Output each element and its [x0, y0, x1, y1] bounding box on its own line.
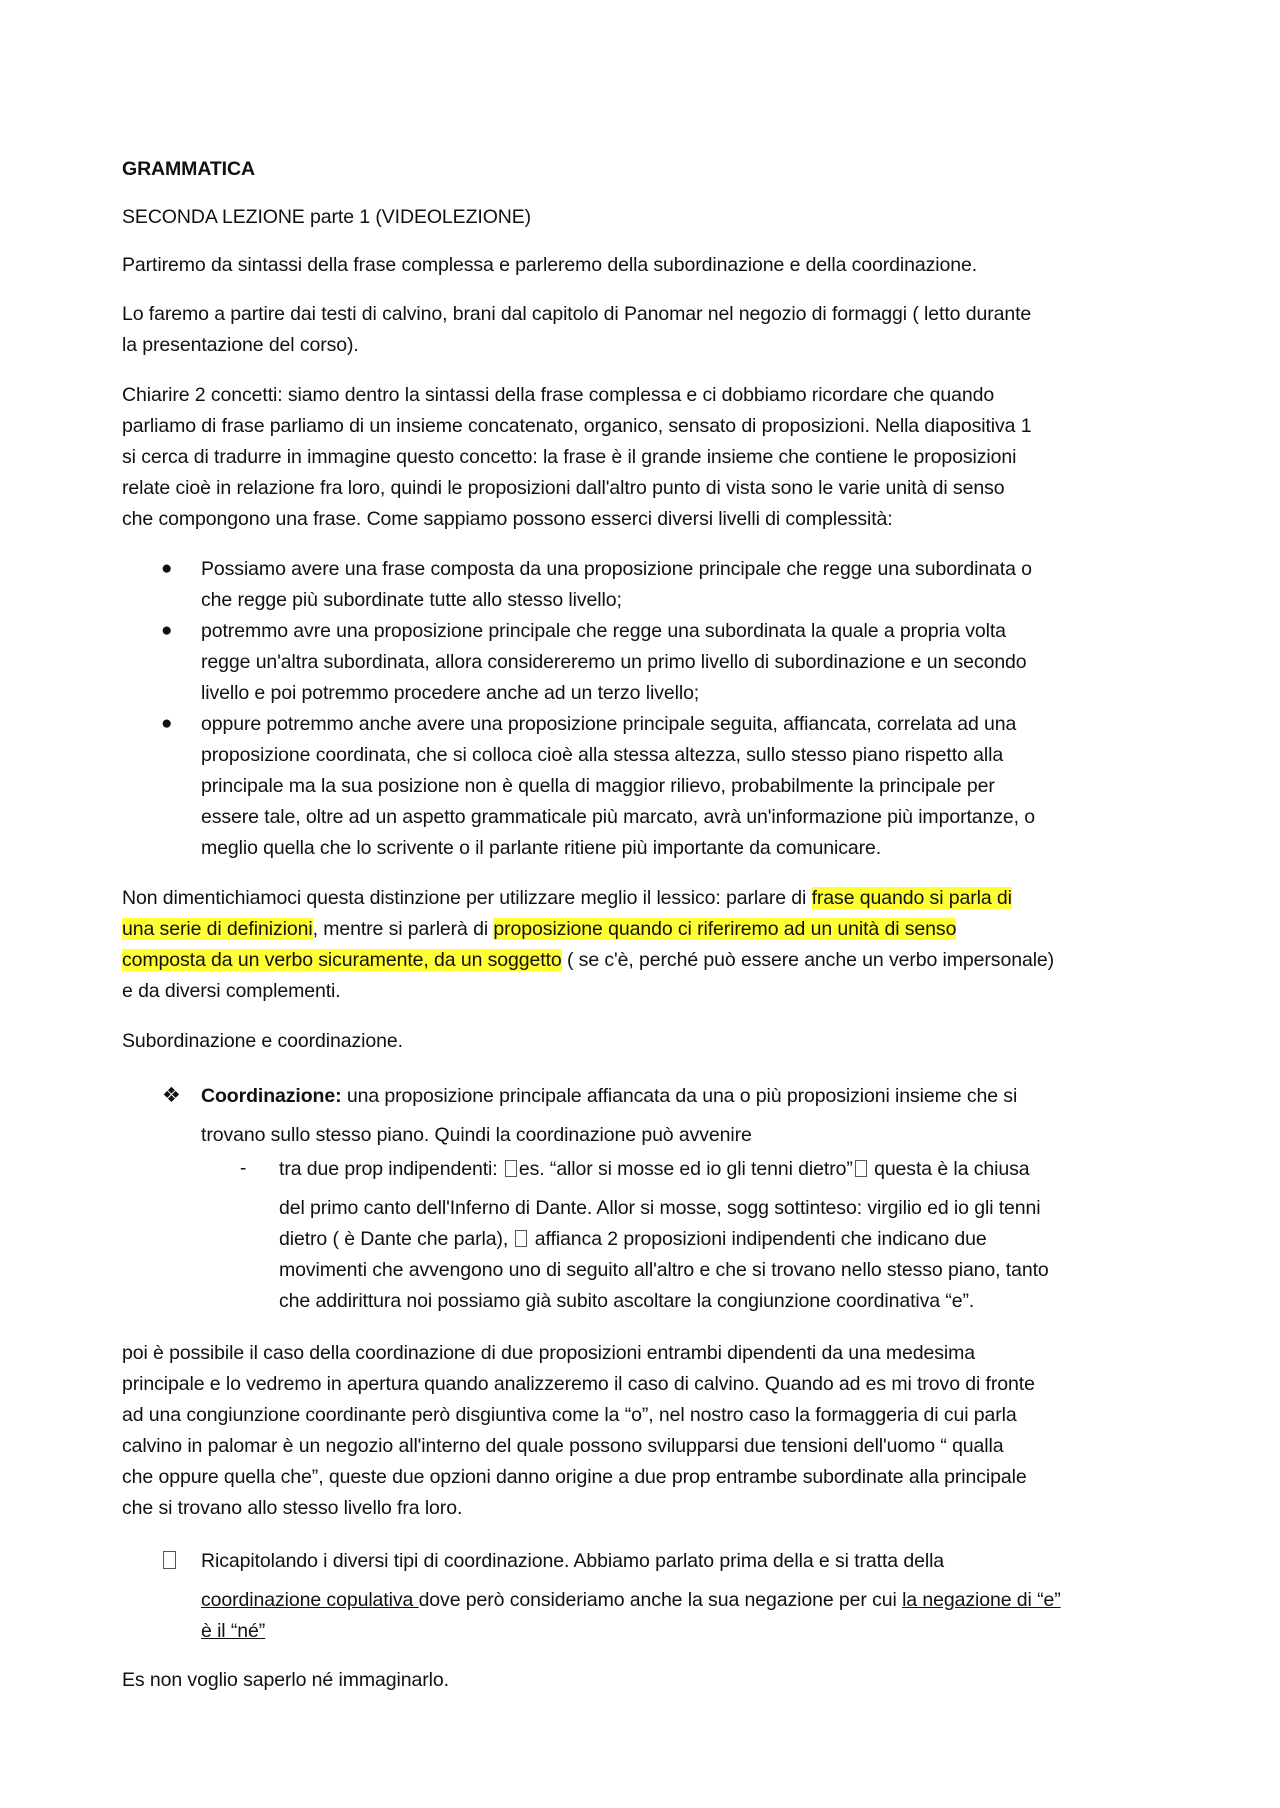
paragraph-line: [122, 886, 1012, 910]
paragraph-line: relate cioè in relazione fra loro, quindi le proposizioni dall'altro punto di vista sono le varie unità di senso: [122, 477, 1005, 499]
text-run: , mentre si parlerà di: [312, 918, 494, 940]
highlighted-text: una serie di definizioni: [122, 918, 313, 940]
paragraph-line: parliamo di frase parliamo di un insieme concatenato, organico, sensato di proposizioni. Nella diapositiva 1: [122, 415, 1032, 437]
bullet-dot: ●: [161, 558, 173, 579]
paragraph-line: che compongono una frase. Come sappiamo possono esserci diversi livelli di complessità:: [122, 508, 893, 530]
bullet-line: che regge più subordinate tutte allo stesso livello;: [201, 589, 622, 611]
bullet-line: regge un'altra subordinata, allora considereremo un primo livello di subordinazione e un secondo: [201, 651, 1027, 673]
section-heading: Subordinazione e coordinazione.: [122, 1030, 403, 1052]
text-run: Non dimentichiamoci questa distinzione per utilizzare meglio il lessico: parlare di: [122, 887, 812, 909]
paragraph-line: calvino in palomar è un negozio all'interno del quale possono svilupparsi due tensioni dell'uomo “ qualla: [122, 1435, 1004, 1457]
bullet-line: potremmo avre una proposizione principale che regge una subordinata la quale a propria volta: [201, 620, 1006, 642]
paragraph-line: e da diversi complementi.: [122, 980, 341, 1002]
text-run: una proposizione principale affiancata da una o più proposizioni insieme che si: [341, 1085, 1018, 1107]
bullet-line: proposizione coordinata, che si colloca cioè alla stessa altezza, sullo stesso piano rispetto alla: [201, 744, 1004, 766]
sublist-line: movimenti che avvengono uno di seguito all'altro e che si trovano nello stesso piano, tanto: [279, 1259, 1049, 1281]
bullet-line: livello e poi potremmo procedere anche ad un terzo livello;: [201, 682, 700, 704]
document-title: GRAMMATICA: [122, 158, 255, 180]
missing-glyph-icon: [855, 1160, 867, 1177]
list-line: [201, 1619, 265, 1643]
text-run: ( se c'è, perché può essere anche un verbo impersonale): [561, 949, 1055, 971]
underlined-text: è il “né”: [201, 1620, 266, 1642]
missing-glyph-bullet-icon: [163, 1551, 176, 1569]
sublist-line: del primo canto dell'Inferno di Dante. Allor si mosse, sogg sottinteso: virgilio ed io gli tenni: [279, 1197, 1041, 1219]
paragraph-intro: Partiremo da sintassi della frase complessa e parleremo della subordinazione e della coordinazione.: [122, 254, 978, 276]
sublist-line: che addirittura noi possiamo già subito ascoltare la congiunzione coordinativa “e”.: [279, 1290, 975, 1312]
bullet-line: oppure potremmo anche avere una proposizione principale seguita, affiancata, correlata ad una: [201, 713, 1017, 735]
dash-bullet: -: [240, 1158, 247, 1179]
bullet-dot: ●: [161, 713, 173, 734]
term-coordinazione: Coordinazione:: [201, 1085, 342, 1107]
missing-glyph-icon: [505, 1160, 517, 1177]
paragraph-line: Lo faremo a partire dai testi di calvino, brani dal capitolo di Panomar nel negozio di formaggi ( letto durante: [122, 303, 1032, 325]
text-run: tra due prop indipendenti:: [279, 1158, 503, 1180]
bullet-line: meglio quella che lo scrivente o il parlante ritiene più importante da comunicare.: [201, 837, 882, 859]
paragraph-line: che oppure quella che”, queste due opzioni danno origine a due prop entrambe subordinate alla principale: [122, 1466, 1027, 1488]
paragraph-line: ad una congiunzione coordinante però disgiuntiva come la “o”, nel nostro caso la formaggeria di cui parla: [122, 1404, 1017, 1426]
paragraph-line: [122, 917, 956, 941]
list-line: [201, 1588, 1061, 1612]
list-line: Ricapitolando i diversi tipi di coordinazione. Abbiamo parlato prima della e si tratta della: [201, 1550, 945, 1572]
paragraph-line: si cerca di tradurre in immagine questo concetto: la frase è il grande insieme che contiene le proposizioni: [122, 446, 1017, 468]
paragraph-line: poi è possibile il caso della coordinazione di due proposizioni entrambi dipendenti da una medesima: [122, 1342, 975, 1364]
underlined-text: coordinazione copulativa: [201, 1589, 419, 1611]
paragraph-line: la presentazione del corso).: [122, 334, 359, 356]
bullet-dot: ●: [161, 620, 173, 641]
text-run: es. “allor si mosse ed io gli tenni dietro”: [518, 1158, 853, 1180]
example-line: Es non voglio saperlo né immaginarlo.: [122, 1669, 449, 1691]
highlighted-text: proposizione quando ci riferiremo ad un unità di senso: [493, 918, 957, 940]
list-line: [201, 1084, 1017, 1108]
paragraph-line: che si trovano allo stesso livello fra loro.: [122, 1497, 463, 1519]
highlighted-text: composta da un verbo sicuramente, da un soggetto: [122, 949, 562, 971]
lesson-subtitle: SECONDA LEZIONE parte 1 (VIDEOLEZIONE): [122, 206, 532, 228]
sublist-line: [279, 1157, 1029, 1181]
bullet-line: Possiamo avere una frase composta da una proposizione principale che regge una subordinata o: [201, 558, 1032, 580]
highlighted-text: frase quando si parla di: [811, 887, 1012, 909]
missing-glyph-icon: [515, 1230, 527, 1247]
paragraph-line: Chiarire 2 concetti: siamo dentro la sintassi della frase complessa e ci dobbiamo ricordare che quando: [122, 384, 995, 406]
sublist-line: [279, 1227, 987, 1251]
text-run: questa è la chiusa: [868, 1158, 1030, 1180]
paragraph-line: [122, 948, 1054, 972]
text-run: dietro ( è Dante che parla),: [279, 1228, 514, 1250]
list-line: trovano sullo stesso piano. Quindi la coordinazione può avvenire: [201, 1124, 752, 1146]
text-run: dove però consideriamo anche la sua negazione per cui: [418, 1589, 903, 1611]
paragraph-line: principale e lo vedremo in apertura quando analizzeremo il caso di calvino. Quando ad es mi trovo di fronte: [122, 1373, 1035, 1395]
text-run: affianca 2 proposizioni indipendenti che indicano due: [529, 1228, 987, 1250]
diamond-bullet-icon: ❖: [162, 1084, 181, 1107]
underlined-text: la negazione di “e”: [902, 1589, 1061, 1611]
bullet-line: essere tale, oltre ad un aspetto grammaticale più marcato, avrà un'informazione più importanze, o: [201, 806, 1036, 828]
bullet-line: principale ma la sua posizione non è quella di maggior rilievo, probabilmente la principale per: [201, 775, 995, 797]
